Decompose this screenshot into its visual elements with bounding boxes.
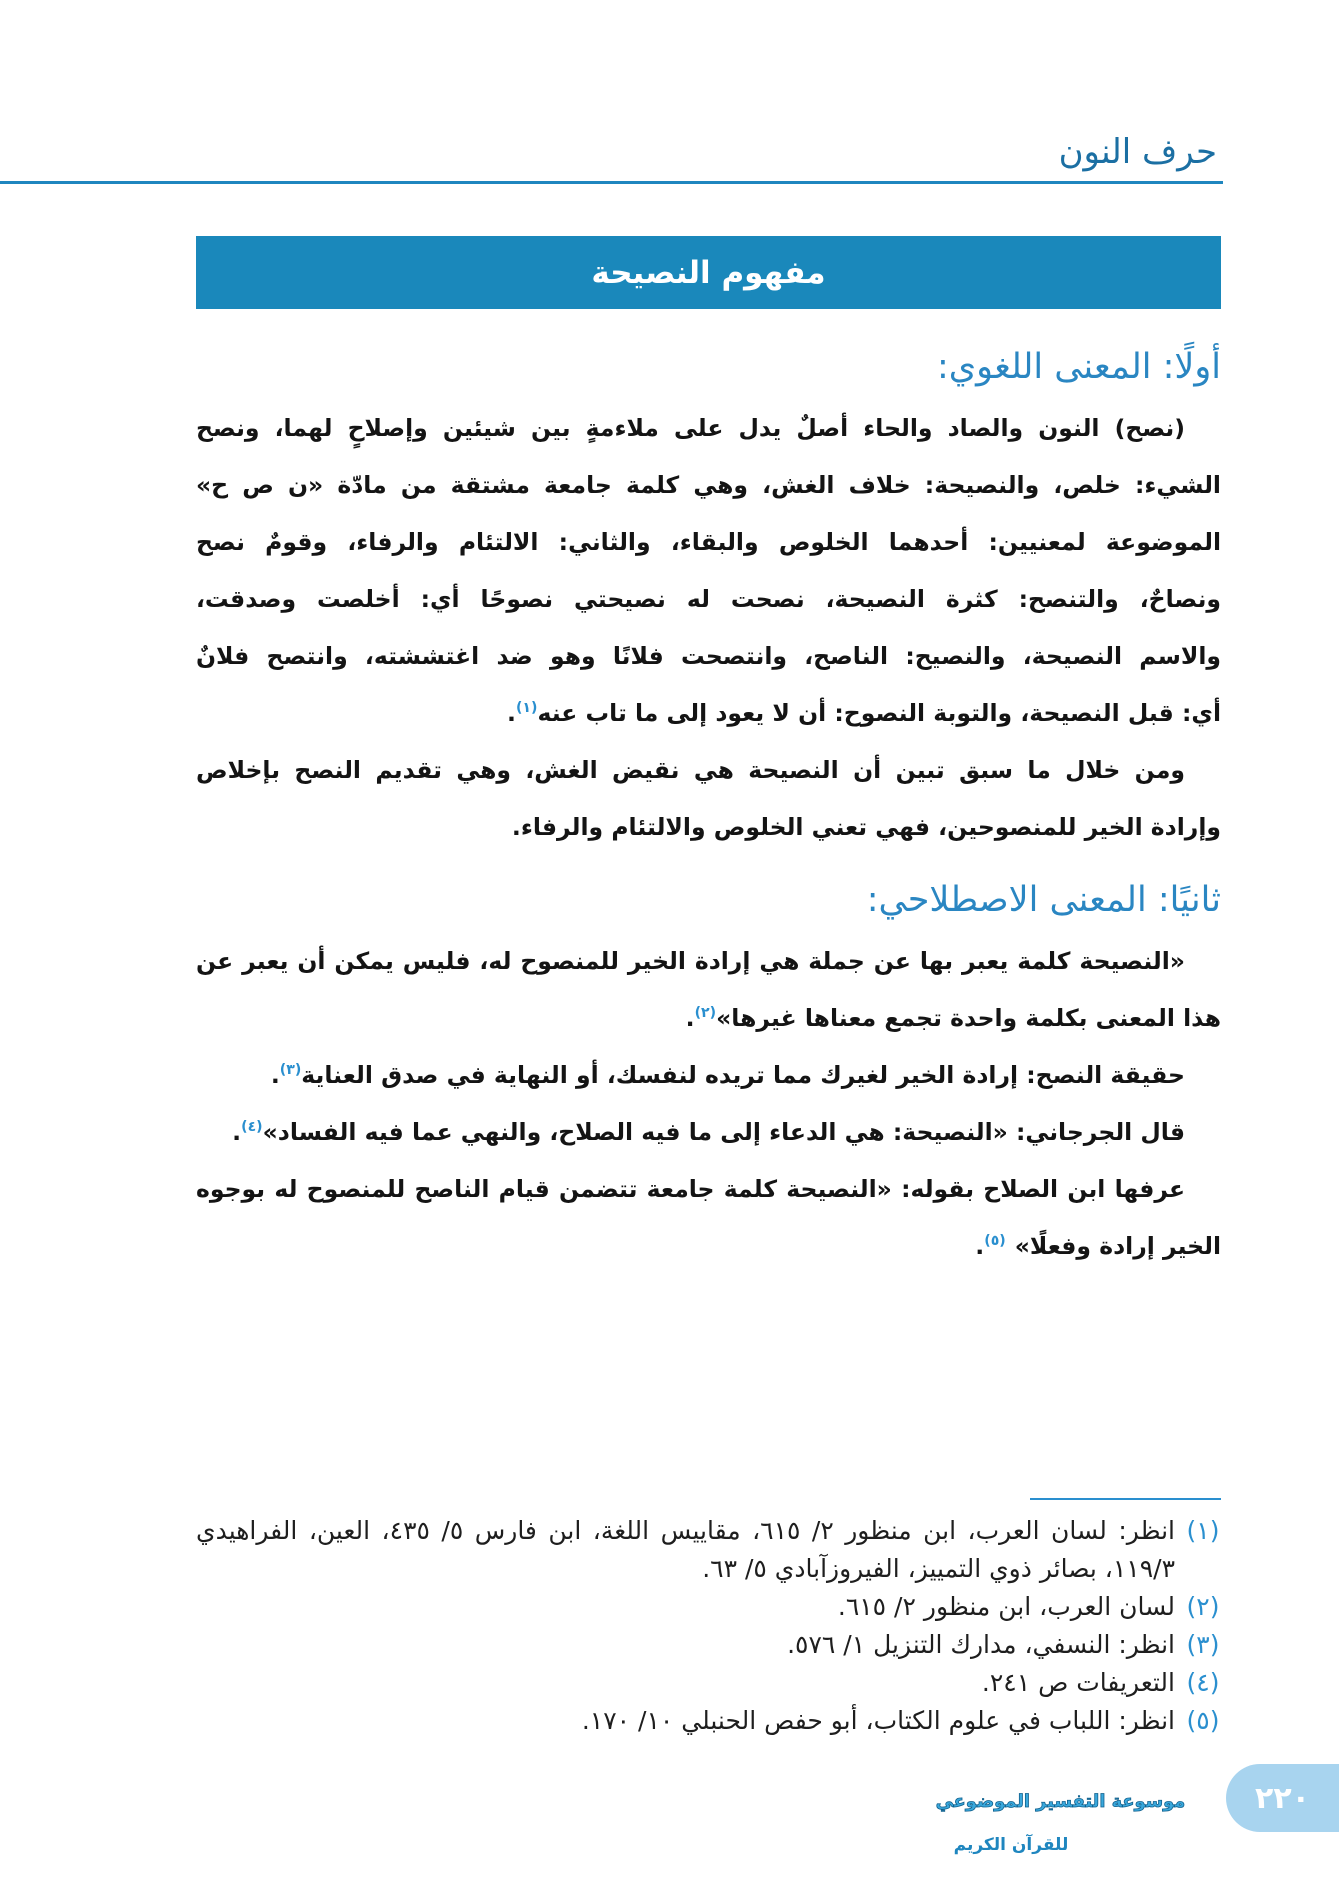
line-text: هذا المعنى بكلمة واحدة تجمع معناها غيرها» <box>716 1004 1221 1032</box>
text-line <box>196 799 1221 856</box>
text-line <box>196 400 1221 457</box>
text-line <box>196 1161 1221 1218</box>
footnote-ref: (٤) <box>241 1119 263 1136</box>
header-rule <box>0 181 1223 184</box>
line-text: أي: قبل النصيحة، والتوبة النصوح: أن لا يعود إلى ما تاب عنه <box>537 699 1221 727</box>
line-text: (نصح) النون والصاد والحاء أصلٌ يدل على ملاءمةٍ بين شيئين وإصلاحٍ لهما، ونصح <box>196 414 1185 442</box>
footnote-4 <box>196 1664 1221 1702</box>
footnotes <box>196 1512 1221 1740</box>
line-end: . <box>507 699 516 727</box>
page-number-badge <box>1226 1764 1339 1832</box>
line-text: ونصاحٌ، والتنصح: كثرة النصيحة، نصحت له نصيحتي نصوحًا أي: أخلصت وصدقت، <box>196 585 1221 613</box>
line-end: . <box>685 1004 695 1032</box>
footnote-3 <box>196 1626 1221 1664</box>
text-line <box>196 990 1221 1047</box>
footnote-1 <box>196 1512 1221 1588</box>
section-banner <box>196 236 1221 309</box>
line-text: الشيء: خلص، والنصيحة: خلاف الغش، وهي كلمة جامعة مشتقة من مادّة «ن ص ح» <box>196 471 1221 499</box>
line-text: ومن خلال ما سبق تبين أن النصيحة هي نقيض الغش، وهي تقديم النصح بإخلاص <box>196 756 1185 784</box>
line-text: والاسم النصيحة، والنصيح: الناصح، وانتصحت فلانًا وهو ضد اغتششته، وانتصح فلانٌ <box>196 642 1221 670</box>
footnote-marker: (٤) <box>1186 1668 1220 1697</box>
text-line <box>196 1047 1221 1104</box>
line-end: . <box>232 1118 242 1146</box>
banner-title: مفهوم النصيحة <box>591 254 826 291</box>
footnote-ref: (١) <box>515 700 538 717</box>
footnote-marker: (١) <box>1186 1516 1220 1545</box>
line-text: حقيقة النصح: إرادة الخير لغيرك مما تريده لنفسك، أو النهاية في صدق العناية <box>301 1061 1185 1089</box>
main-text <box>196 334 1221 1275</box>
footnote-ref: (٣) <box>279 1062 302 1079</box>
text-line <box>196 742 1221 799</box>
line-text: الخير إرادة وفعلًا» <box>1014 1232 1221 1260</box>
line-text: قال الجرجاني: «النصيحة: هي الدعاء إلى ما فيه الصلاح، والنهي عما فيه الفساد» <box>262 1118 1185 1146</box>
line-text: وإرادة الخير للمنصوحين، فهي تعني الخلوص والالتئام والرفاء. <box>511 813 1221 841</box>
line-end: . <box>270 1061 280 1089</box>
text-line <box>196 457 1221 514</box>
footnote-marker: (٢) <box>1186 1592 1220 1621</box>
logo-title: موسوعة التفسير الموضوعي <box>935 1791 1186 1812</box>
heading-technical-meaning: ثانيًا: المعنى الاصطلاحي: <box>866 880 1221 920</box>
footnote-text: انظر: النسفي، مدارك التنزيل ١/ ٥٧٦. <box>787 1630 1175 1659</box>
footnote-marker: (٣) <box>1186 1630 1220 1659</box>
heading-linguistic-meaning: أولًا: المعنى اللغوي: <box>937 347 1221 387</box>
line-text: الموضوعة لمعنيين: أحدهما الخلوص والبقاء، والثاني: الالتئام والرفاء، وقومٌ نصح <box>196 528 1221 556</box>
encyclopedia-logo <box>934 1772 1187 1864</box>
text-line <box>196 514 1221 571</box>
footnote-separator <box>1030 1498 1221 1500</box>
footnote-text: انظر: اللباب في علوم الكتاب، أبو حفص الحنبلي ١٠/ ١٧٠. <box>581 1706 1175 1735</box>
footnote-5 <box>196 1702 1221 1740</box>
logo-subtitle: للقرآن الكريم <box>953 1835 1069 1855</box>
line-text: «النصيحة كلمة يعبر بها عن جملة هي إرادة الخير للمنصوح له، فليس يمكن أن يعبر عن <box>196 947 1185 975</box>
footnote-text: التعريفات ص ٢٤١. <box>981 1668 1175 1697</box>
footnote-text: انظر: لسان العرب، ابن منظور ٢/ ٦١٥، مقاييس اللغة، ابن فارس ٥/ ٤٣٥، العين، الفراهيدي <box>196 1516 1175 1545</box>
page-number: ٢٢٠ <box>1255 1780 1310 1816</box>
running-header: حرف النون <box>1058 132 1217 172</box>
text-line <box>196 685 1221 742</box>
footnote-ref: (٥) <box>984 1233 1006 1250</box>
footnote-2 <box>196 1588 1221 1626</box>
text-line <box>196 1218 1221 1275</box>
footnote-marker: (٥) <box>1186 1706 1220 1735</box>
footnote-text: لسان العرب، ابن منظور ٢/ ٦١٥. <box>837 1592 1175 1621</box>
text-line <box>196 933 1221 990</box>
text-line <box>196 571 1221 628</box>
footnote-text: ١١٩/٣، بصائر ذوي التمييز، الفيروزآبادي ٥/ ٦٣. <box>702 1554 1175 1583</box>
text-line <box>196 1104 1221 1161</box>
footnote-ref: (٢) <box>694 1005 717 1022</box>
line-end: . <box>975 1232 985 1260</box>
text-line <box>196 628 1221 685</box>
line-text: عرفها ابن الصلاح بقوله: «النصيحة كلمة جامعة تتضمن قيام الناصح للمنصوح له بوجوه <box>196 1175 1185 1203</box>
